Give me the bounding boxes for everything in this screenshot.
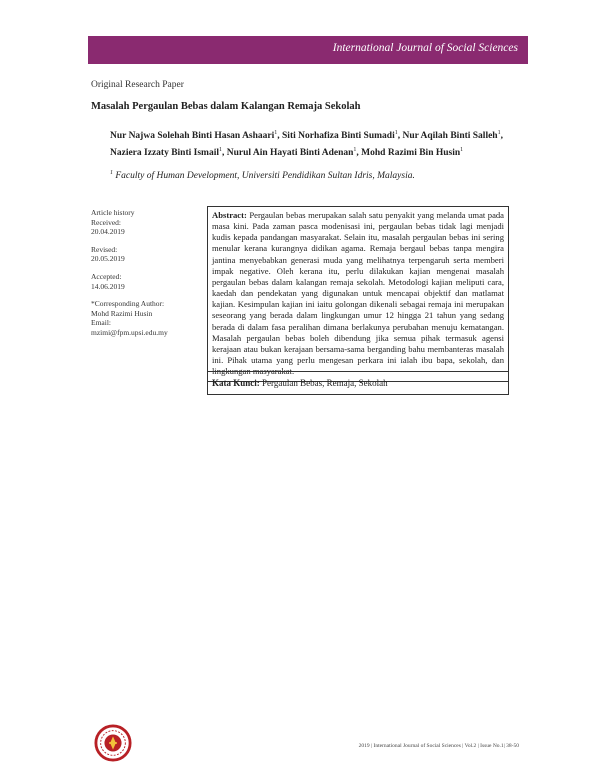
corresponding-block xyxy=(91,299,201,337)
affiliation-text: Faculty of Human Development, Universiti Pendidikan Sultan Idris, Malaysia. xyxy=(115,171,415,182)
author-list: Nur Najwa Solehah Binti Hasan Ashaari$^1$, Siti Norhafiza Binti Sumadi$^1$, Nur Aqilah Binti Salleh$^1$, Naziera Izzaty Binti Ismail$^1$, Nurul Ain Hayati Binti Adenan$^1$, Mohd Razimi Bin Husin$^1$ xyxy=(110,130,503,159)
footer-citation: 2019 | International Journal of Social Sciences | Vol.2 | Issue No.1| 38-50 xyxy=(358,743,519,749)
corresponding-email[interactable]: mzimi@fpm.upsi.edu.my xyxy=(91,327,168,337)
author-name: Mohd Razimi Bin Husin xyxy=(361,148,461,159)
paper-title: Masalah Pergaulan Bebas dalam Kalangan Remaja Sekolah xyxy=(91,101,361,112)
history-label: Article history xyxy=(91,208,135,217)
abstract-text: Pergaulan bebas merupakan salah satu penyakit yang melanda umat pada masa kini. Pada zaman pasca modenisasi ini, pergaulan bebas tidak lagi menjadi kudis kepada pandangan masyarakat. Selain itu, masalah pergaulan bebas ini sering menular kerana kurangnya didikan agama. Remaja bergaul bebas tanpa mengira jantina menyebabkan generasi muda yang melihatnya terpengaruh serta memberi impak negative. Oleh kerana itu, perlu dilakukan kajian mengenai masalah pergaulan bebas dalam kalangan remaja sekolah. Metodologi kajian meliputi cara, kaedah dan pendekatan yang digunakan untuk mencapai objektif dan matlamat kajian. Kesimpulan kajian ini iaitu golongan dikenali sebagai remaja ini merupakan seseorang yang berada dalam lingkungan umur 12 hingga 21 tahun yang sedang berada di dalam fasa peralihan dimana berlakunya perubahan menuju kematangan. Masalah pergaulan bebas boleh dibendung jika semua pihak termasuk agensi kerajaan atau bukan kerajaan bersama-sama berganding bahu membanteras masalah ini. Pihak utama yang perlu mengesan perkara ini ialah ibu bapa, sekolah, dan lingkungan masyarakat. xyxy=(212,210,504,377)
author-affil-mark: 1 xyxy=(274,130,278,136)
university-emblem-icon xyxy=(94,724,132,762)
accepted-block xyxy=(91,272,201,291)
author-name: Nur Najwa Solehah Binti Hasan Ashaari xyxy=(110,131,275,142)
affiliation-mark: 1 xyxy=(110,170,113,176)
keywords-box xyxy=(207,371,509,395)
abstract-box xyxy=(207,206,509,382)
author-affil-mark: 1 xyxy=(460,147,464,154)
accepted-date: 14.06.2019 xyxy=(91,281,125,291)
author-affil-mark: 1 xyxy=(353,147,357,154)
corresponding-name: Mohd Razimi Husin xyxy=(91,308,153,318)
author-name: Nurul Ain Hayati Binti Adenan xyxy=(226,148,354,159)
received-label: Received: xyxy=(91,217,121,227)
author-affil-mark: 1 xyxy=(218,147,222,154)
author-name: Naziera Izzaty Binti Ismail xyxy=(110,148,219,159)
received-date: 20.04.2019 xyxy=(91,227,125,237)
author-name: Siti Norhafiza Binti Sumadi xyxy=(282,131,395,142)
keywords-text: Pergaulan Bebas, Remaja, Sekolah xyxy=(262,378,388,388)
journal-name: International Journal of Social Sciences xyxy=(332,42,518,54)
accepted-label: Accepted: xyxy=(91,271,122,281)
revised-date: 20.05.2019 xyxy=(91,254,125,264)
revised-block xyxy=(91,245,201,264)
journal-banner xyxy=(88,36,528,64)
paper-type-label: Original Research Paper xyxy=(91,80,184,90)
corresponding-label: *Corresponding Author: xyxy=(91,299,165,309)
keywords-label: Kata Kunci: xyxy=(212,378,260,388)
affiliation xyxy=(110,170,415,181)
abstract-label: Abstract: xyxy=(212,210,247,220)
author-name: Nur Aqilah Binti Salleh xyxy=(402,131,498,142)
email-label: Email: xyxy=(91,318,111,328)
author-affil-mark: 1 xyxy=(497,130,501,136)
revised-label: Revised: xyxy=(91,244,118,254)
article-history-sidebar xyxy=(91,208,201,346)
author-affil-mark: 1 xyxy=(394,130,398,136)
history-block xyxy=(91,208,201,237)
